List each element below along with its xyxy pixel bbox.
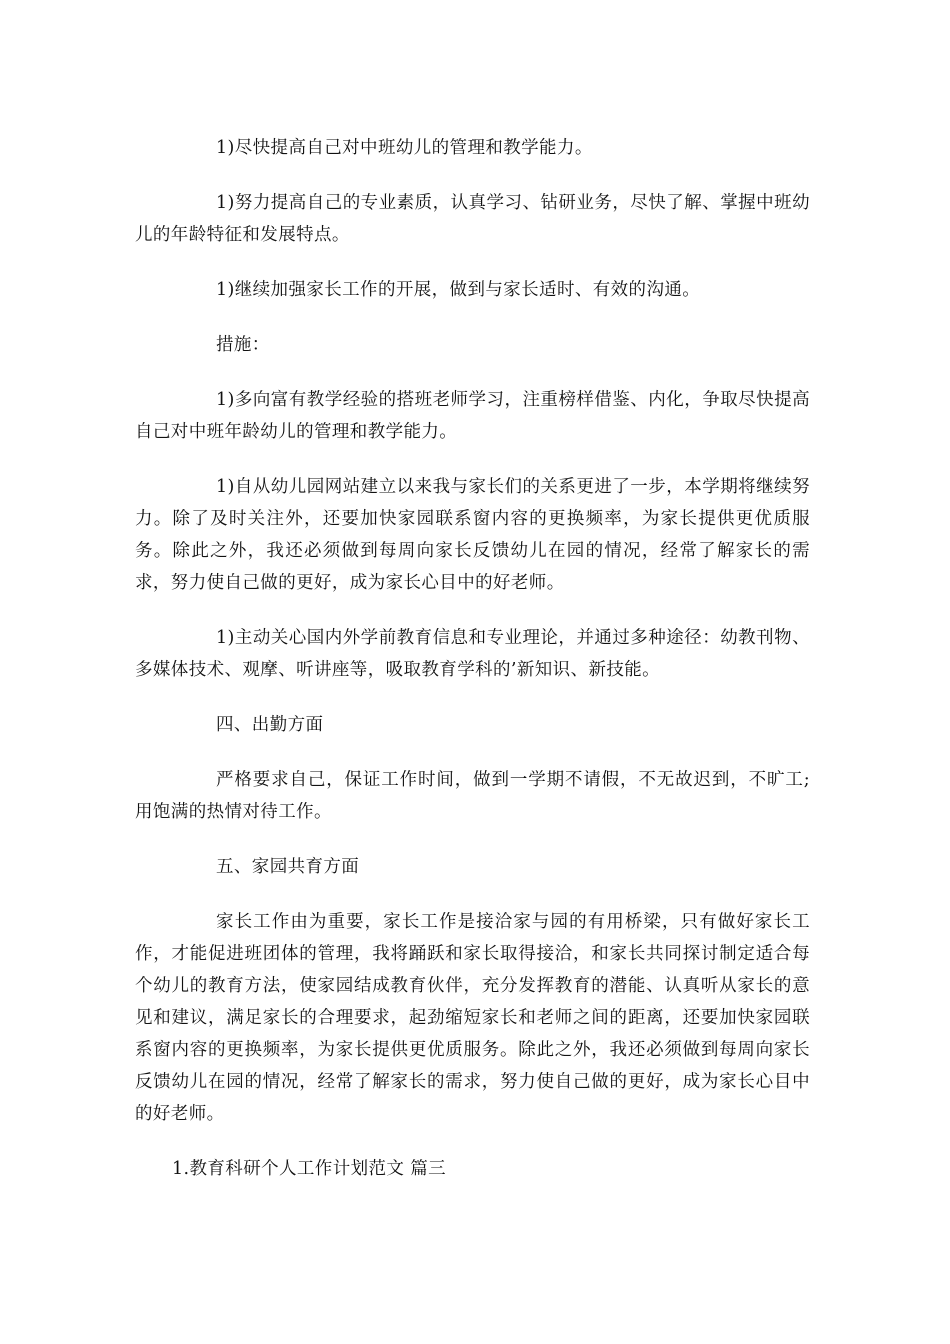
paragraph-attendance: 严格要求自己，保证工作时间，做到一学期不请假，不无故迟到，不旷工;用饱满的热情对待工作。 [135,770,810,822]
paragraph-goal-management: 1)尽快提高自己对中班幼儿的管理和教学能力。 [216,138,593,158]
paragraph-goal-parents: 1)继续加强家长工作的开展，做到与家长适时、有效的沟通。 [216,280,701,300]
heading-home-school: 五、家园共育方面 [216,857,360,877]
paragraph-goal-professional: 1)努力提高自己的专业素质，认真学习、钻研业务，尽快了解、掌握中班幼儿的年龄特征和发展特点。 [135,193,810,245]
heading-attendance: 四、出勤方面 [216,715,324,735]
document-body [135,132,810,1185]
paragraph-measure-website: 1)自从幼儿园网站建立以来我与家长们的关系更进了一步，本学期将继续努力。除了及时关注外，还要加快家园联系窗内容的更换频率，为家长提供更优质服务。除此之外，我还必须做到每周向家长反馈幼儿在园的情况，经常了解家长的需求，努力使自己做的更好，成为家长心目中的好老师。 [135,477,810,593]
paragraph-home-school: 家长工作由为重要，家长工作是接洽家与园的有用桥梁，只有做好家长工作，才能促进班团体的管理，我将踊跃和家长取得接洽，和家长共同探讨制定适合每个幼儿的教育方法，使家园结成教育伙伴，充分发挥教育的潜能、认真听从家长的意见和建议，满足家长的合理要求，起劲缩短家长和老师之间的距离，还要加快家园联系窗内容的更换频率，为家长提供更优质服务。除此之外，我还必须做到每周向家长反馈幼儿在园的情况，经常了解家长的需求，努力使自己做的更好，成为家长心目中的好老师。 [135,912,810,1124]
heading-measures: 措施： [216,335,270,355]
paragraph-measure-learning: 1)多向富有教学经验的搭班老师学习，注重榜样借鉴、内化，争取尽快提高自己对中班年龄幼儿的管理和教学能力。 [135,390,810,442]
paragraph-measure-theory: 1)主动关心国内外学前教育信息和专业理论，并通过多种途径：幼教刊物、多媒体技术、观摩、听讲座等，吸取教育学科的’新知识、新技能。 [135,628,810,680]
section-title: 1.教育科研个人工作计划范文 篇三 [172,1159,447,1179]
